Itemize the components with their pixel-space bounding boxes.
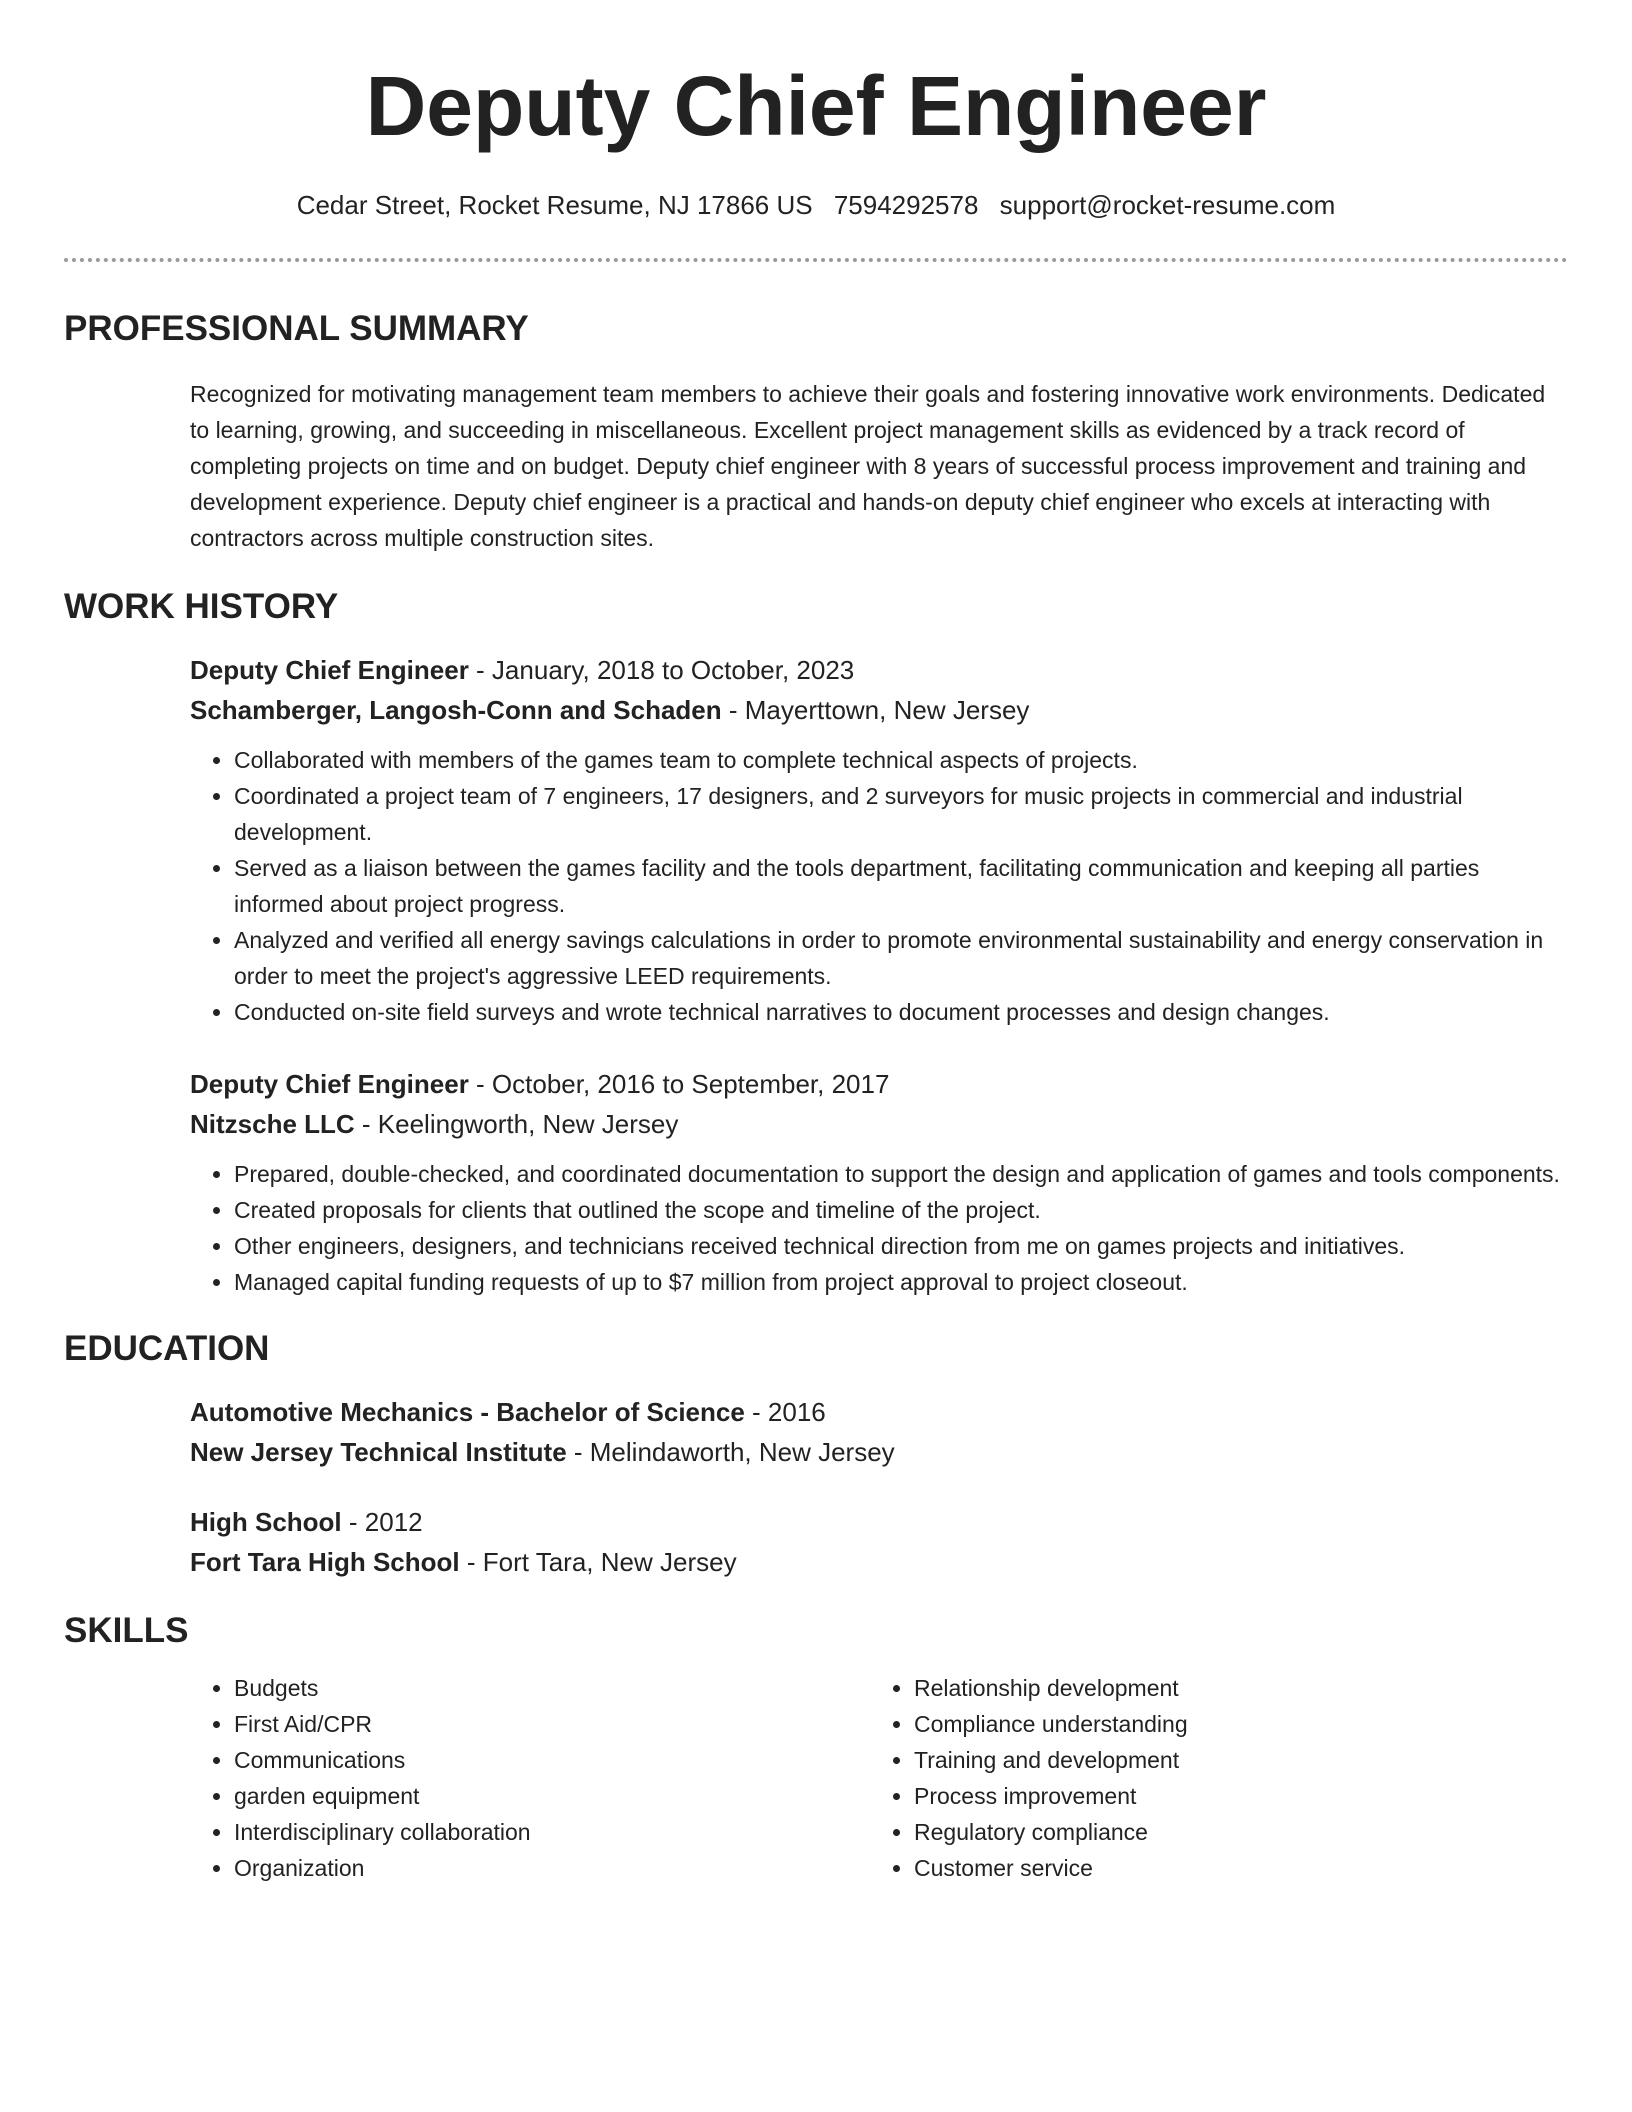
education-heading: EDUCATION — [64, 1329, 270, 1368]
candidate-name: Deputy Chief Engineer — [365, 59, 1267, 153]
skill-item: • Interdisciplinary collaboration — [234, 1814, 870, 1850]
skill-item: • Customer service — [914, 1850, 1550, 1886]
summary-heading: PROFESSIONAL SUMMARY — [64, 309, 529, 348]
job-bullet: • Managed capital funding requests of up to $7 million from project approval to project closeout. — [234, 1264, 1568, 1300]
education-location: - Melindaworth, New Jersey — [566, 1437, 895, 1467]
job-bullet: • Analyzed and verified all energy savings calculations in order to promote environmental sustainability and energy conservation in order to meet the project's aggressive LEED requirements. — [234, 922, 1568, 994]
skill-item: • Compliance understanding — [914, 1706, 1550, 1742]
job-bullet: • Prepared, double-checked, and coordinated documentation to support the design and application of games and tools components. — [234, 1156, 1568, 1192]
education-school-line — [190, 1432, 1568, 1472]
work-history-section — [190, 650, 1568, 1300]
job-bullet: • Coordinated a project team of 7 engineers, 17 designers, and 2 surveyors for music projects in commercial and industrial development. — [234, 778, 1568, 850]
skill-item: • First Aid/CPR — [234, 1706, 870, 1742]
job-location: - Mayerttown, New Jersey — [721, 695, 1030, 725]
job-bullet: • Conducted on-site field surveys and wrote technical narratives to document processes and design changes. — [234, 994, 1568, 1030]
education-school: Fort Tara High School — [190, 1547, 460, 1577]
skills-columns — [190, 1670, 1568, 1886]
skills-list-right — [870, 1670, 1550, 1886]
skill-item: • Organization — [234, 1850, 870, 1886]
skill-item: • Communications — [234, 1742, 870, 1778]
contact-phone: 7594292578 — [833, 190, 979, 220]
job-bullet: • Served as a liaison between the games facility and the tools department, facilitating communication and keeping all parties informed about project progress. — [234, 850, 1568, 922]
education-entry — [190, 1392, 1568, 1472]
education-school-line — [190, 1542, 1568, 1582]
education-section — [190, 1392, 1568, 1582]
skill-item: • garden equipment — [234, 1778, 870, 1814]
job-title-line — [190, 1064, 1568, 1104]
contact-line — [64, 188, 1568, 222]
job-bullet: • Other engineers, designers, and technicians received technical direction from me on games projects and initiatives. — [234, 1228, 1568, 1264]
education-degree-line — [190, 1502, 1568, 1542]
job-bullet: • Collaborated with members of the games team to complete technical aspects of projects. — [234, 742, 1568, 778]
education-degree: Automotive Mechanics - Bachelor of Science — [190, 1397, 745, 1427]
skills-heading: SKILLS — [64, 1611, 189, 1650]
job-title-line — [190, 650, 1568, 690]
job-location: - Keelingworth, New Jersey — [354, 1109, 679, 1139]
job-role: Deputy Chief Engineer — [190, 1069, 469, 1099]
resume-header — [64, 0, 1568, 222]
job-dates: - October, 2016 to September, 2017 — [468, 1069, 890, 1099]
education-degree-line — [190, 1392, 1568, 1432]
skill-item: • Process improvement — [914, 1778, 1550, 1814]
education-entry — [190, 1502, 1568, 1582]
education-year: - 2016 — [744, 1397, 826, 1427]
job-company: Nitzsche LLC — [190, 1109, 355, 1139]
education-school: New Jersey Technical Institute — [190, 1437, 567, 1467]
job-entry — [190, 1064, 1568, 1300]
job-bullets — [190, 1156, 1568, 1300]
contact-address: Cedar Street, Rocket Resume, NJ 17866 US — [296, 190, 813, 220]
skills-list-left — [190, 1670, 870, 1886]
summary-text: Recognized for motivating management team members to achieve their goals and fostering innovative work environments. Dedicated to learning, growing, and succeeding in miscellaneous. Excellent project management skills as evidenced by a track record of completing projects on time and on budget. Deputy chief engineer with 8 years of successful process improvement and training and development experience. Deputy chief engineer is a practical and hands-on deputy chief engineer who excels at interacting with contractors across multiple construction sites. — [190, 381, 1546, 551]
contact-email: support@rocket-resume.com — [999, 190, 1336, 220]
skill-item: • Budgets — [234, 1670, 870, 1706]
skill-item: • Relationship development — [914, 1670, 1550, 1706]
job-company: Schamberger, Langosh-Conn and Schaden — [190, 695, 722, 725]
skills-section — [190, 1670, 1568, 1886]
work-history-heading: WORK HISTORY — [64, 587, 339, 626]
header-divider — [64, 258, 1568, 262]
education-year: - 2012 — [341, 1507, 423, 1537]
job-company-line — [190, 1104, 1568, 1144]
job-dates: - January, 2018 to October, 2023 — [468, 655, 855, 685]
skill-item: • Training and development — [914, 1742, 1550, 1778]
summary-section — [190, 376, 1568, 556]
education-location: - Fort Tara, New Jersey — [459, 1547, 737, 1577]
education-degree: High School — [190, 1507, 342, 1537]
skill-item: • Regulatory compliance — [914, 1814, 1550, 1850]
job-role: Deputy Chief Engineer — [190, 655, 469, 685]
job-bullet: • Created proposals for clients that outlined the scope and timeline of the project. — [234, 1192, 1568, 1228]
job-bullets — [190, 742, 1568, 1030]
job-entry — [190, 650, 1568, 1030]
job-company-line — [190, 690, 1568, 730]
